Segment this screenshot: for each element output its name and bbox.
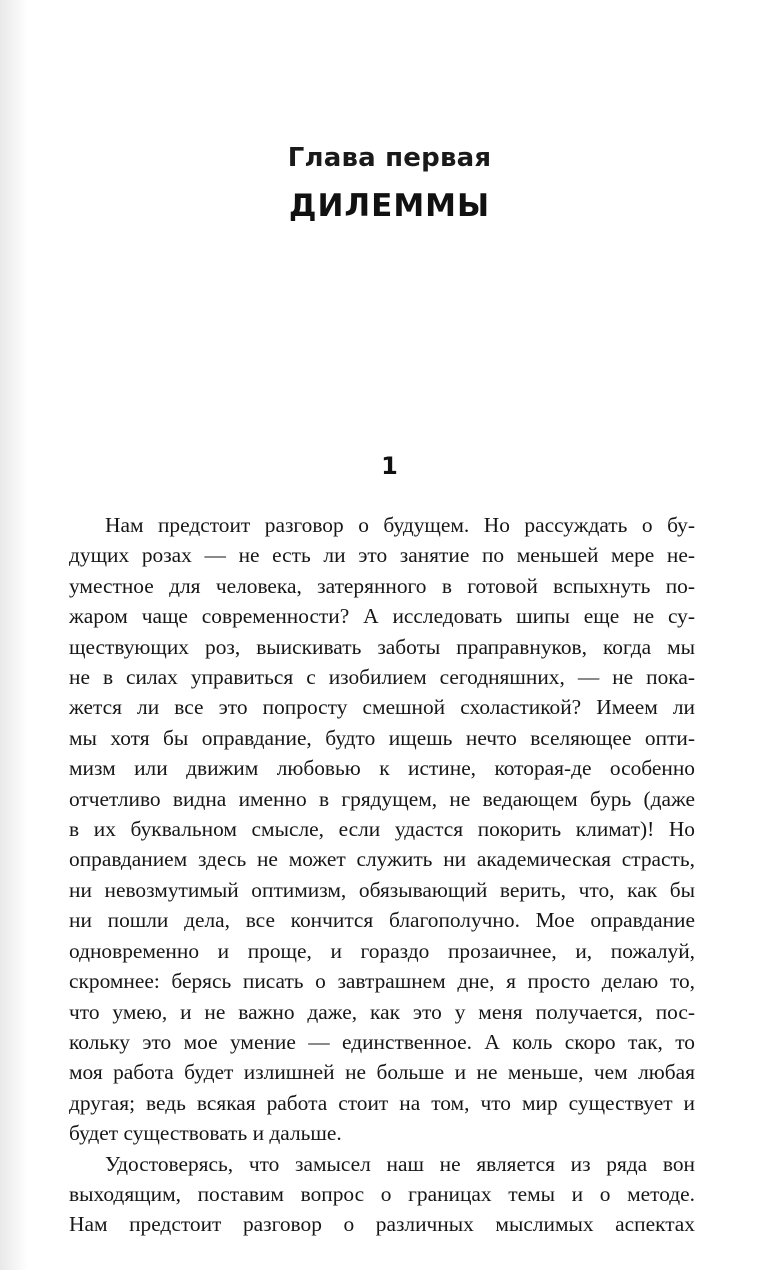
- section-number: 1: [381, 452, 398, 480]
- body-text: [69, 510, 695, 1240]
- text-line: Нам предстоит разговор о различных мыслимых аспектах: [69, 1212, 695, 1237]
- text-line: другая; ведь всякая работа стоит на том, что мир существует и: [69, 1090, 695, 1115]
- text-line: в их буквальном смысле, если удастся покорить климат)! Но: [69, 817, 695, 842]
- text-line: скромнее: берясь писать о завтрашнем дне, я просто делаю то,: [69, 969, 695, 994]
- text-line: жется ли все это попросту смешной схоластикой? Имеем ли: [69, 695, 695, 720]
- paragraph: [69, 510, 695, 1149]
- text-line: будет существовать и дальше.: [69, 1121, 342, 1146]
- text-line: выходящим, поставим вопрос о границах темы и о методе.: [69, 1181, 695, 1206]
- text-line: отчетливо видна именно в грядущем, не ведающем бурь (даже: [69, 786, 695, 811]
- text-line: дущих розах — не есть ли это занятие по меньшей мере не-: [69, 543, 695, 568]
- text-line: Нам предстоит разговор о будущем. Но рассуждать о бу-: [105, 513, 695, 537]
- text-line: что умею, и не важно даже, как это у меня получается, пос-: [69, 999, 695, 1024]
- text-line: мы хотя бы оправдание, будто ищешь нечто вселяющее опти-: [69, 725, 695, 750]
- text-line: оправданием здесь не может служить ни академическая страсть,: [69, 847, 695, 872]
- text-line: жаром чаще современности? А исследовать шипы еще не су-: [69, 604, 695, 629]
- text-line: моя работа будет излишней не больше и не меньше, чем любая: [69, 1060, 695, 1085]
- text-line: не в силах управиться с изобилием сегодняшних, — не пока-: [69, 665, 695, 690]
- text-line: кольку это мое умение — единственное. А коль скоро так, то: [69, 1029, 695, 1054]
- paragraph: [69, 1149, 695, 1240]
- text-line: Удостоверясь, что замысел наш не является из ряда вон: [105, 1151, 695, 1176]
- text-line: ни невозмутимый оптимизм, обязывающий верить, что, как бы: [69, 877, 695, 902]
- text-line: ни пошли дела, все кончится благополучно. Мое оправдание: [69, 908, 695, 933]
- chapter-subtitle: Глава первая: [287, 143, 492, 173]
- text-line: мизм или движим любовью к истине, которая-де особенно: [69, 756, 695, 781]
- text-line: уместное для человека, затерянного в готовой вспыхнуть по-: [69, 573, 695, 598]
- text-line: одновременно и проще, и гораздо прозаичнее, и, пожалуй,: [69, 938, 695, 963]
- chapter-title: ДИЛЕММЫ: [288, 188, 491, 224]
- text-line: ществующих роз, выискивать заботы праправнуков, когда мы: [69, 634, 695, 659]
